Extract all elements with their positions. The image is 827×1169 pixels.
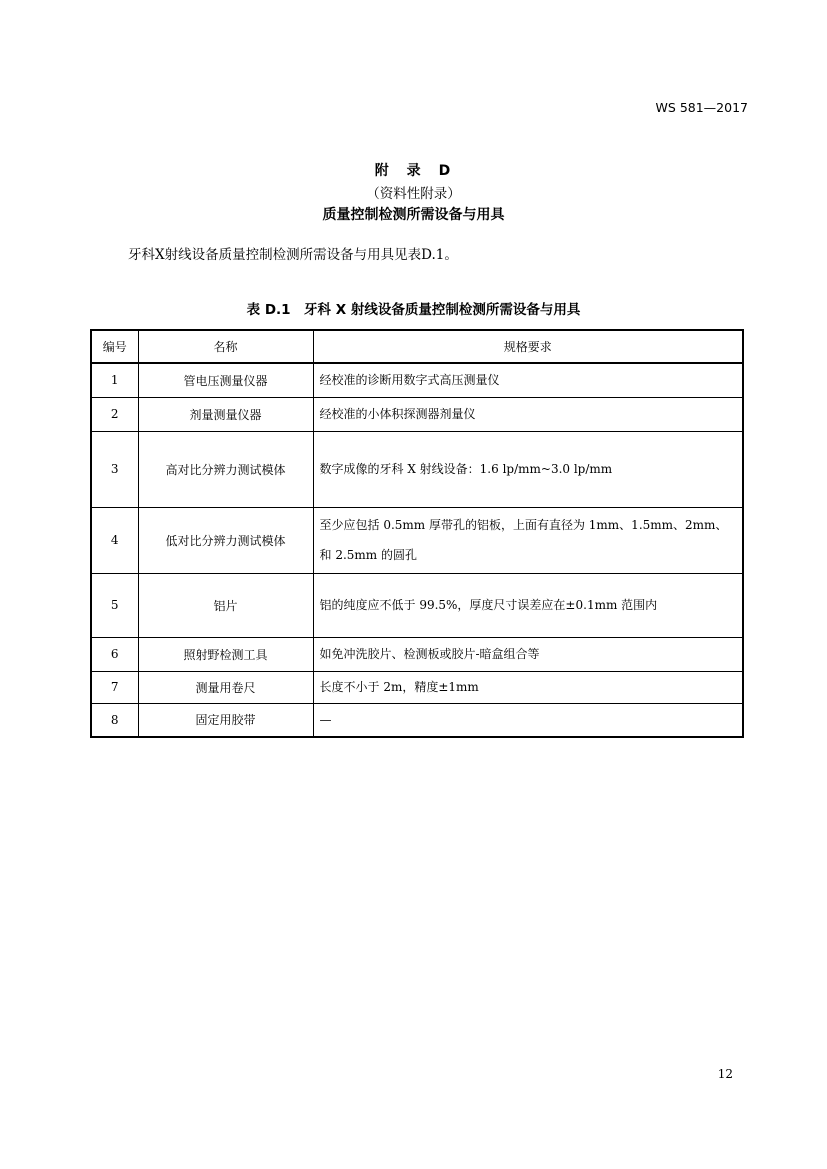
annex-label: 附 录 D — [374, 163, 453, 179]
row-spec: 铝的纯度应不低于 99.5%，厚度尺寸误差应在±0.1mm 范围内 — [313, 573, 743, 637]
row-name: 固定用胶带 — [138, 703, 313, 737]
table-row — [91, 671, 743, 703]
row-name: 低对比分辨力测试模体 — [138, 507, 313, 573]
header-no: 编号 — [91, 330, 138, 363]
table-row — [91, 431, 743, 507]
row-no: 6 — [91, 637, 138, 671]
table-row — [91, 397, 743, 431]
standard-code: WS 581—2017 — [655, 100, 748, 115]
row-name: 管电压测量仪器 — [138, 363, 313, 397]
row-no: 3 — [91, 431, 138, 507]
row-name: 铝片 — [138, 573, 313, 637]
row-spec: 经校准的诊断用数字式高压测量仪 — [313, 363, 743, 397]
equipment-table — [90, 329, 744, 738]
table-caption: 表 D.1 牙科 X 射线设备质量控制检测所需设备与用具 — [246, 302, 581, 318]
row-spec: 长度不小于 2m，精度±1mm — [313, 671, 743, 703]
annex-title: 质量控制检测所需设备与用具 — [322, 207, 505, 223]
row-spec: 数字成像的牙科 X 射线设备：1.6 lp/mm~3.0 lp/mm — [313, 431, 743, 507]
row-spec: 如免冲洗胶片、检测板或胶片-暗盒组合等 — [313, 637, 743, 671]
row-no: 4 — [91, 507, 138, 573]
row-name: 剂量测量仪器 — [138, 397, 313, 431]
row-name: 照射野检测工具 — [138, 637, 313, 671]
table-row — [91, 703, 743, 737]
row-name: 高对比分辨力测试模体 — [138, 431, 313, 507]
row-name: 测量用卷尺 — [138, 671, 313, 703]
row-spec: 经校准的小体积探测器剂量仪 — [313, 397, 743, 431]
table-header-row — [91, 330, 743, 363]
table-row — [91, 507, 743, 573]
row-no: 7 — [91, 671, 138, 703]
table-row — [91, 363, 743, 397]
page-number: 12 — [717, 1067, 733, 1081]
row-no: 5 — [91, 573, 138, 637]
intro-paragraph: 牙科X射线设备质量控制检测所需设备与用具见表D.1。 — [128, 247, 458, 263]
row-spec: — — [313, 703, 743, 737]
row-spec: 至少应包括 0.5mm 厚带孔的铝板，上面有直径为 1mm、1.5mm、2mm、和 2.5mm 的圆孔 — [313, 507, 743, 573]
header-name: 名称 — [138, 330, 313, 363]
row-no: 2 — [91, 397, 138, 431]
table-row — [91, 573, 743, 637]
row-no: 8 — [91, 703, 138, 737]
annex-type: （资料性附录） — [366, 186, 461, 202]
table-row — [91, 637, 743, 671]
header-spec: 规格要求 — [313, 330, 743, 363]
row-no: 1 — [91, 363, 138, 397]
